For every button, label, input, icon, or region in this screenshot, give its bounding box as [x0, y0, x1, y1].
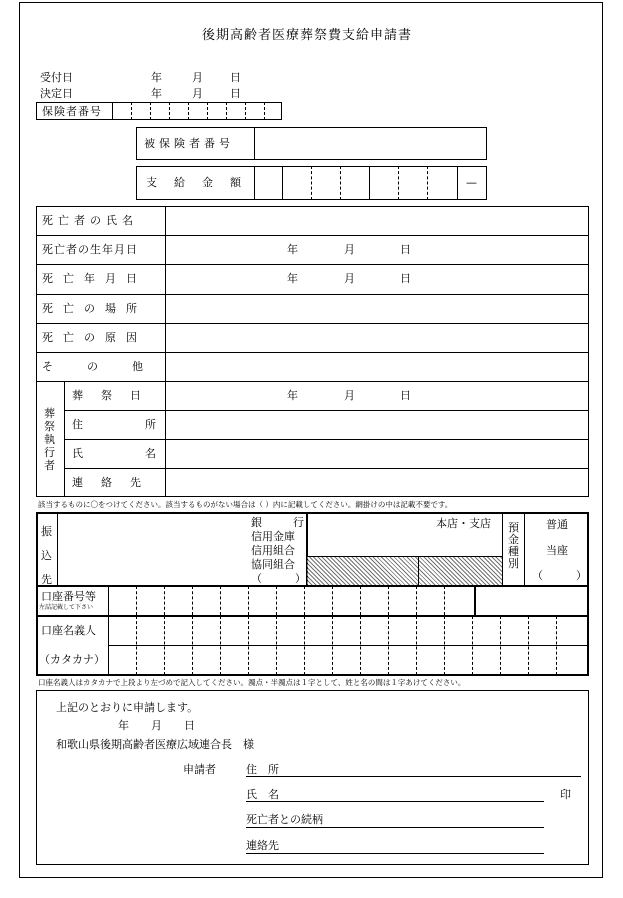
received-label: 受付日 [40, 71, 73, 84]
deposit-toza: 当座 [546, 544, 568, 557]
relation-label: 死亡者との続柄 [246, 813, 323, 826]
bank-table [36, 512, 589, 676]
bank-type-shinkin: 信用金庫 [251, 530, 295, 543]
deceased-birth-label: 死亡者の生年月日 [42, 243, 138, 256]
note-bottom: 口座名義人はカタカナで上段より左づめで記入してください。濁点・半濁点は１字として、姓と名の間は１字あけてください。 [38, 678, 466, 687]
insurer-number-label: 保険者番号 [42, 105, 102, 118]
account-holder-label: 口座名義人 [41, 624, 96, 637]
bank-type-bank: 銀 行 [251, 516, 314, 529]
birth-year: 年 [287, 243, 298, 256]
birth-day: 日 [400, 243, 411, 256]
deposit-other: （ ） [532, 569, 587, 582]
account-holder-kana-label: （カタカナ） [39, 653, 105, 666]
funeral-date-label: 葬祭日 [72, 389, 159, 402]
funeral-executor-label: 葬祭執行者 [44, 407, 55, 472]
received-year: 年 [151, 71, 162, 84]
applicant-contact-label: 連絡先 [246, 839, 279, 852]
funeral-day: 日 [400, 389, 411, 402]
decided-month: 月 [192, 87, 203, 100]
received-month: 月 [192, 71, 203, 84]
death-cause-label: 死亡の原因 [42, 331, 147, 344]
other-label: その他 [42, 360, 177, 373]
bank-type-other: （ ） [251, 572, 306, 585]
insured-number-label: 被保険者番号 [144, 137, 234, 150]
funeral-contact-label: 連絡先 [72, 476, 159, 489]
death-month: 月 [344, 272, 355, 285]
transfer-destination-label: 振込先 [41, 525, 52, 586]
funeral-year: 年 [287, 389, 298, 402]
declaration-box [36, 690, 589, 865]
death-year: 年 [287, 272, 298, 285]
applicant-address-label: 住 所 [246, 763, 279, 776]
shaded-branch-code [307, 557, 502, 585]
decided-label: 決定日 [40, 87, 73, 100]
account-number-note: 左詰記載して下さい [39, 604, 94, 611]
deposit-type-label: 預金種別 [508, 521, 519, 570]
branch-label: 本店・支店 [436, 517, 491, 530]
deposit-futsu: 普通 [546, 518, 568, 531]
payment-dash: — [466, 176, 477, 189]
birth-month: 月 [344, 243, 355, 256]
funeral-name-label: 氏名 [72, 447, 218, 460]
funeral-address-label: 住所 [72, 418, 218, 431]
bank-type-kyodo: 協同組合 [251, 558, 295, 571]
account-number-label: 口座番号等 [41, 590, 96, 603]
bank-type-shinkumi: 信用組合 [251, 544, 295, 557]
received-day: 日 [230, 71, 241, 84]
funeral-month: 月 [344, 389, 355, 402]
declaration-date: 年 月 日 [118, 719, 195, 732]
applicant-name-label: 氏 名 [246, 788, 279, 801]
declaration-text: 上記のとおりに申請します。 [56, 701, 199, 714]
applicant-label: 申請者 [183, 763, 216, 776]
death-day: 日 [400, 272, 411, 285]
note-top: 該当するものに〇をつけてください。該当するものがない場合は（ ）内に記載してください。網掛けの中は記載不要です。 [38, 500, 453, 509]
addressee: 和歌山県後期高齢者医療広域連合長 様 [56, 738, 254, 751]
deceased-name-label: 死亡者の氏名 [42, 214, 138, 227]
death-place-label: 死亡の場所 [42, 302, 147, 315]
form-title: 後期高齢者医療葬祭費支給申請書 [202, 28, 413, 43]
decided-year: 年 [151, 87, 162, 100]
seal-mark: 印 [560, 788, 571, 801]
decided-day: 日 [230, 87, 241, 100]
payment-amount-label: 支給金額 [146, 176, 258, 189]
death-date-label: 死亡年月日 [42, 272, 147, 285]
